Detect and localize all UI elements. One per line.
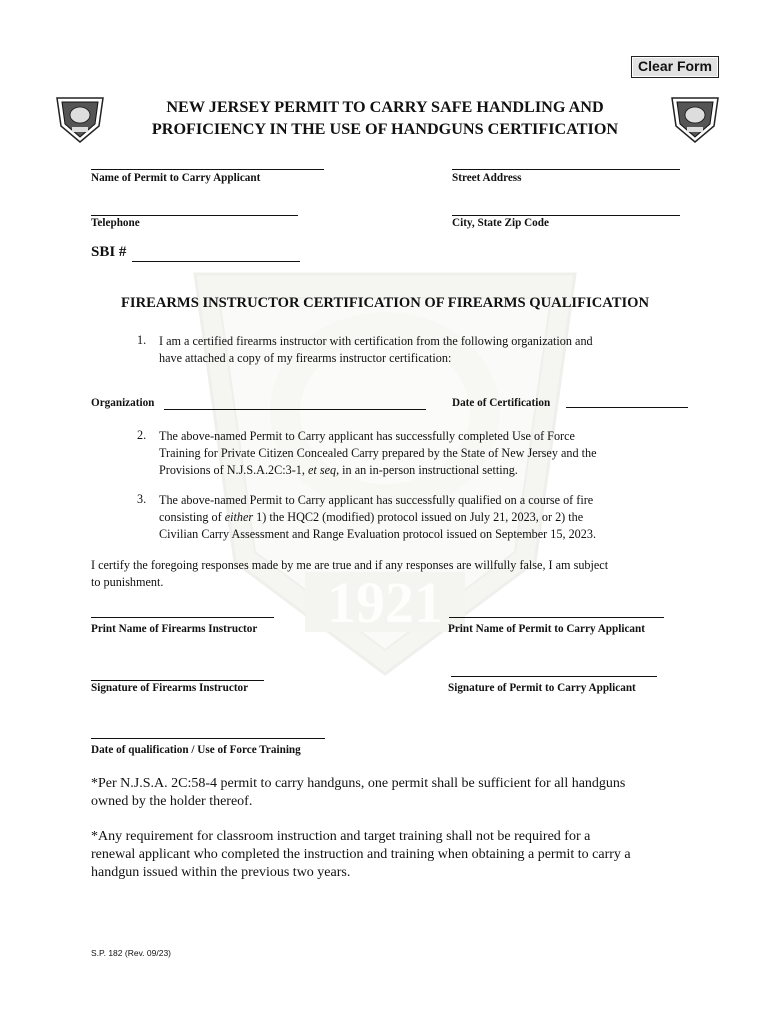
nj-state-police-seal-left-icon [55, 96, 105, 144]
item-3-text: The above-named Permit to Carry applicant has successfully qualified on a course of fire consisting of either 1) the HQC2 (modified) protocol issued on July 21, 2023, or 2) the Civilian Carry Assessment and Range Evaluation protocol issued on September 15, 2023. [159, 493, 596, 541]
street-address-label: Street Address [452, 172, 522, 184]
item-1-number: 1. [137, 333, 147, 347]
applicant-signature-line [451, 676, 657, 677]
street-address-line [452, 169, 680, 170]
organization-input[interactable] [164, 392, 426, 408]
note-permit-sufficient: *Per N.J.S.A. 2C:58-4 permit to carry handguns, one permit shall be sufficient for all handguns owned by the holder thereof. [91, 776, 626, 809]
note-renewal-exemption: *Any requirement for classroom instruction and target training shall not be required for a renewal applicant who completed the instruction and training when obtaining a permit to carry a handgun issued within the previous two years. [91, 829, 631, 880]
section-title: FIREARMS INSTRUCTOR CERTIFICATION OF FIREARMS QUALIFICATION [120, 295, 650, 311]
applicant-name-label: Name of Permit to Carry Applicant [91, 172, 261, 184]
certification-statement: I certify the foregoing responses made by me are true and if any responses are willfully false, I am subject to punishment. [91, 558, 609, 589]
date-of-certification-input[interactable] [566, 390, 688, 406]
applicant-name-line [91, 169, 324, 170]
qualification-date-line [91, 738, 325, 739]
sbi-label: SBI # [91, 244, 127, 260]
clear-form-button[interactable]: Clear Form [631, 56, 719, 78]
item-2-text: The above-named Permit to Carry applicant has successfully completed Use of Force Training for Private Citizen Concealed Carry prepared by the State of New Jersey and the Provisions of N.J.S.A.2C:3-1, et seq, in an in-person instructional setting. [159, 429, 597, 477]
applicant-print-name-input[interactable] [449, 600, 664, 616]
item-3-number: 3. [137, 492, 147, 506]
instructor-print-name-label: Print Name of Firearms Instructor [91, 623, 258, 635]
street-address-input[interactable] [452, 152, 680, 168]
instructor-signature-label: Signature of Firearms Instructor [91, 682, 249, 694]
form-number: S.P. 182 (Rev. 09/23) [91, 948, 172, 958]
form-title: NEW JERSEY PERMIT TO CARRY SAFE HANDLING AND PROFICIENCY IN THE USE OF HANDGUNS CERTIFICATION [151, 98, 619, 138]
watermark-year: 1921 [327, 570, 443, 635]
telephone-input[interactable] [91, 198, 298, 214]
applicant-signature-label: Signature of Permit to Carry Applicant [448, 682, 636, 694]
nj-state-police-seal-right-icon [670, 96, 720, 144]
city-state-zip-line [452, 215, 680, 216]
applicant-print-name-line [449, 617, 664, 618]
qualification-date-label: Date of qualification / Use of Force Training [91, 744, 301, 756]
organization-label: Organization [91, 397, 155, 409]
item-1-text: I am a certified firearms instructor with certification from the following organization and have attached a copy of my firearms instructor certification: [159, 334, 593, 365]
sbi-input[interactable] [132, 244, 300, 260]
city-state-zip-input[interactable] [452, 198, 680, 214]
instructor-signature-line [91, 680, 264, 681]
qualification-date-input[interactable] [91, 721, 325, 737]
organization-line [164, 409, 426, 410]
applicant-signature-input[interactable] [451, 659, 657, 675]
item-2-number: 2. [137, 428, 147, 442]
date-of-certification-line [566, 407, 688, 408]
telephone-label: Telephone [91, 217, 140, 229]
telephone-line [91, 215, 298, 216]
applicant-name-input[interactable] [91, 152, 324, 168]
applicant-print-name-label: Print Name of Permit to Carry Applicant [448, 623, 645, 635]
instructor-print-name-input[interactable] [91, 600, 274, 616]
date-of-certification-label: Date of Certification [452, 397, 551, 409]
instructor-signature-input[interactable] [91, 663, 264, 679]
city-state-zip-label: City, State Zip Code [452, 217, 549, 229]
instructor-print-name-line [91, 617, 274, 618]
sbi-line [132, 261, 300, 262]
